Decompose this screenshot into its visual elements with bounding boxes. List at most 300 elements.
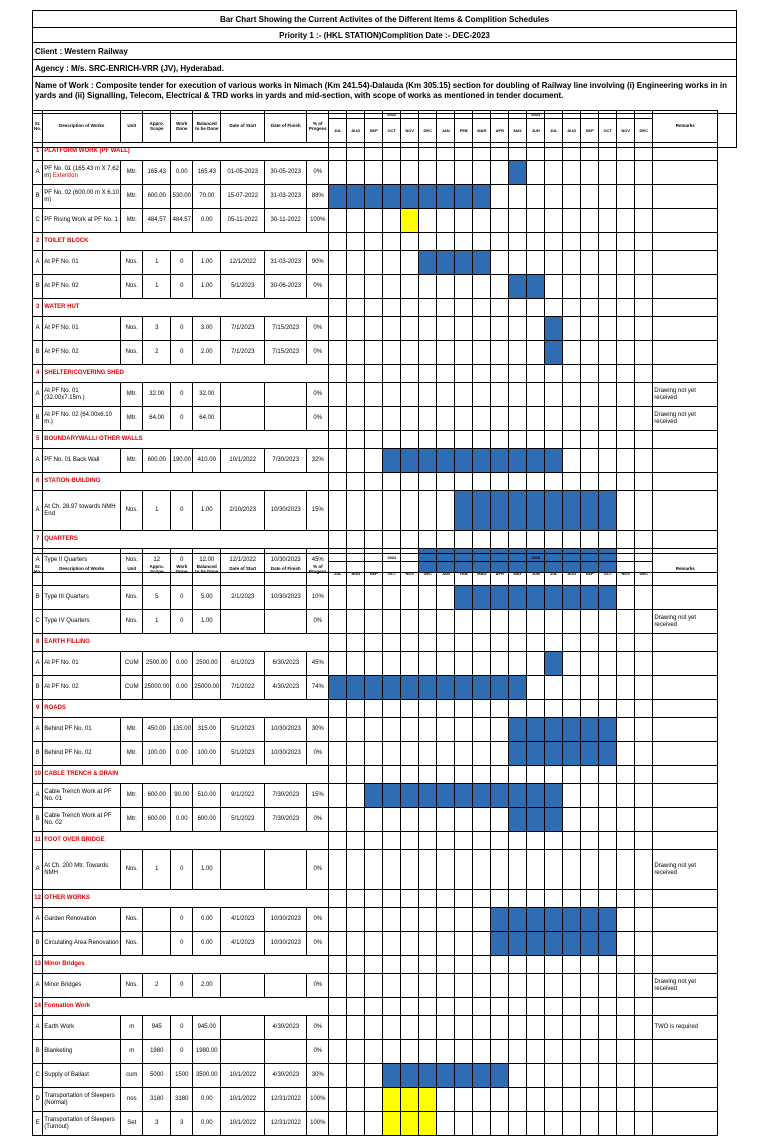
- month-cell: [365, 890, 383, 908]
- finish-cell: 31-03-2023: [265, 185, 307, 209]
- month-cell: [473, 531, 491, 549]
- month-cell: [581, 365, 599, 383]
- month-cell: [617, 365, 635, 383]
- gantt-bar-cell: [365, 185, 383, 209]
- desc-cell: Circulating Area Renovation: [43, 932, 121, 956]
- month-cell: [509, 1064, 527, 1088]
- month-cell: [563, 1064, 581, 1088]
- finish-cell: 7/15/2023: [265, 317, 307, 341]
- month-cell: [617, 1040, 635, 1064]
- gantt-bar-cell: [437, 251, 455, 275]
- desc-cell: At PF No. 02: [43, 341, 121, 365]
- month-cell: [329, 890, 347, 908]
- month-cell: [545, 890, 563, 908]
- month-label: OCT: [603, 128, 612, 133]
- start-cell: [221, 1016, 265, 1040]
- done-cell: 0: [171, 974, 193, 998]
- unit-cell: Nos.: [121, 908, 143, 932]
- month-cell: [599, 383, 617, 407]
- month-cell: [419, 634, 437, 652]
- month-cell: [383, 974, 401, 998]
- year-label: [329, 111, 346, 119]
- gantt-bar-cell: [473, 491, 491, 531]
- month-label: JUN: [531, 571, 540, 576]
- month-cell: [599, 365, 617, 383]
- month-cell: [563, 784, 581, 808]
- sr-cell: A: [33, 974, 43, 998]
- month-cell: [437, 1040, 455, 1064]
- month-cell: [563, 998, 581, 1016]
- gantt-bar-cell: [401, 1112, 419, 1136]
- month-cell: [455, 383, 473, 407]
- done-cell: 0: [171, 932, 193, 956]
- category-number: 7: [33, 531, 43, 549]
- month-header: [545, 554, 563, 586]
- finish-header: Date of Finish: [265, 111, 307, 143]
- gantt-bar-cell: [545, 784, 563, 808]
- month-cell: [563, 209, 581, 233]
- month-cell: [473, 718, 491, 742]
- month-cell: [491, 1040, 509, 1064]
- month-cell: [329, 850, 347, 890]
- month-cell: [527, 531, 545, 549]
- gantt-bar-cell: [545, 808, 563, 832]
- month-cell: [527, 209, 545, 233]
- sr-header: Sr. No.: [33, 111, 43, 143]
- desc-cell: Transportation of Sleepers (Normal): [43, 1088, 121, 1112]
- month-cell: [419, 143, 437, 161]
- remarks-cell: Drawing not yet received: [653, 383, 718, 407]
- month-cell: [581, 383, 599, 407]
- gantt-bar-cell: [509, 742, 527, 766]
- year-label: [599, 554, 616, 562]
- month-cell: [365, 1040, 383, 1064]
- gantt-bar-cell: [455, 491, 473, 531]
- done-cell: 0: [171, 275, 193, 299]
- gantt-bar-cell: [401, 1088, 419, 1112]
- month-cell: [365, 531, 383, 549]
- gantt-bar-cell: [383, 784, 401, 808]
- unit-cell: Set: [121, 1112, 143, 1136]
- month-cell: [581, 890, 599, 908]
- month-cell: [545, 407, 563, 431]
- gantt-bar-cell: [563, 586, 581, 610]
- month-cell: [545, 850, 563, 890]
- balance-cell: 165.43: [193, 161, 221, 185]
- scope-cell: 450.00: [143, 718, 171, 742]
- sr-cell: B: [33, 185, 43, 209]
- month-cell: [347, 700, 365, 718]
- month-cell: [527, 652, 545, 676]
- unit-cell: m: [121, 1016, 143, 1040]
- month-cell: [545, 766, 563, 784]
- month-cell: [527, 299, 545, 317]
- month-header: [509, 111, 527, 143]
- month-cell: [437, 407, 455, 431]
- month-cell: [527, 766, 545, 784]
- balance-cell: 0.00: [193, 209, 221, 233]
- month-cell: [437, 143, 455, 161]
- month-cell: [599, 341, 617, 365]
- unit-cell: Mtr.: [121, 808, 143, 832]
- month-cell: [581, 233, 599, 251]
- balance-cell: 1.00: [193, 251, 221, 275]
- month-cell: [635, 956, 653, 974]
- finish-cell: 10/30/2023: [265, 549, 307, 573]
- year-label: [473, 111, 490, 119]
- sr-cell: B: [33, 341, 43, 365]
- month-cell: [545, 365, 563, 383]
- month-cell: [635, 718, 653, 742]
- month-cell: [365, 1088, 383, 1112]
- month-cell: [383, 956, 401, 974]
- month-cell: [491, 1112, 509, 1136]
- category-label: WATER HUT: [43, 299, 329, 317]
- sr-cell: A: [33, 850, 43, 890]
- month-cell: [329, 531, 347, 549]
- month-cell: [635, 383, 653, 407]
- month-cell: [635, 998, 653, 1016]
- month-cell: [437, 383, 455, 407]
- unit-cell: Nos.: [121, 341, 143, 365]
- month-cell: [617, 908, 635, 932]
- progress-cell: 15%: [307, 784, 329, 808]
- gantt-bar-cell: [401, 449, 419, 473]
- month-cell: [527, 185, 545, 209]
- start-cell: 7/1/2023: [221, 341, 265, 365]
- month-header: [563, 554, 581, 586]
- month-cell: [527, 341, 545, 365]
- gantt-bar-cell: [581, 491, 599, 531]
- month-cell: [365, 610, 383, 634]
- month-cell: [581, 1016, 599, 1040]
- month-cell: [455, 473, 473, 491]
- month-cell: [455, 890, 473, 908]
- progress-cell: 74%: [307, 676, 329, 700]
- month-cell: [419, 700, 437, 718]
- month-cell: [365, 652, 383, 676]
- progress-cell: 0%: [307, 610, 329, 634]
- month-cell: [563, 449, 581, 473]
- month-cell: [401, 341, 419, 365]
- done-cell: 3: [171, 1112, 193, 1136]
- table-row: [33, 317, 718, 341]
- month-cell: [599, 185, 617, 209]
- finish-cell: 10/30/2023: [265, 491, 307, 531]
- month-cell: [401, 808, 419, 832]
- month-cell: [599, 832, 617, 850]
- gantt-bar-cell: [491, 676, 509, 700]
- month-cell: [545, 1088, 563, 1112]
- scope-cell: 1: [143, 251, 171, 275]
- month-cell: [401, 610, 419, 634]
- month-cell: [581, 275, 599, 299]
- month-cell: [329, 275, 347, 299]
- remarks-cell: [653, 449, 718, 473]
- month-cell: [491, 275, 509, 299]
- scope-cell: 12: [143, 549, 171, 573]
- month-cell: [635, 586, 653, 610]
- start-cell: [221, 407, 265, 431]
- category-number: 5: [33, 431, 43, 449]
- month-cell: [527, 956, 545, 974]
- month-label: AUG: [567, 571, 577, 576]
- month-cell: [545, 1112, 563, 1136]
- month-cell: [437, 974, 455, 998]
- gantt-bar-cell: [455, 185, 473, 209]
- month-cell: [509, 251, 527, 275]
- scope-cell: 2500.00: [143, 652, 171, 676]
- progress-cell: 0%: [307, 850, 329, 890]
- gantt-bar-cell: [545, 718, 563, 742]
- done-cell: 0: [171, 549, 193, 573]
- desc-cell: At Ch. 200 Mtr. Towards NMH: [43, 850, 121, 890]
- desc-cell: PF No. 01 (165.43 m X 7.62 m) Extention: [43, 161, 121, 185]
- month-label: MAY: [513, 128, 523, 133]
- balance-cell: 3500.00: [193, 1064, 221, 1088]
- remarks-cell: [653, 1112, 718, 1136]
- month-cell: [383, 317, 401, 341]
- month-cell: [455, 299, 473, 317]
- month-cell: [437, 1088, 455, 1112]
- progress-cell: 0%: [307, 1016, 329, 1040]
- month-cell: [599, 449, 617, 473]
- gantt-bar-cell: [383, 1112, 401, 1136]
- category-row: [33, 431, 718, 449]
- sr-cell: A: [33, 317, 43, 341]
- progress-cell: 0%: [307, 407, 329, 431]
- balance-cell: 1.00: [193, 275, 221, 299]
- month-cell: [347, 275, 365, 299]
- done-cell: 0.00: [171, 652, 193, 676]
- month-cell: [509, 365, 527, 383]
- month-cell: [473, 209, 491, 233]
- year-label: [347, 111, 364, 119]
- month-cell: [347, 718, 365, 742]
- scope-cell: 1: [143, 275, 171, 299]
- done-cell: 0: [171, 586, 193, 610]
- month-cell: [491, 700, 509, 718]
- month-cell: [437, 317, 455, 341]
- finish-cell: 7/30/2023: [265, 449, 307, 473]
- done-cell: 0: [171, 407, 193, 431]
- month-cell: [563, 185, 581, 209]
- remarks-cell: [653, 185, 718, 209]
- month-cell: [437, 808, 455, 832]
- gantt-bar-cell: [473, 676, 491, 700]
- month-cell: [509, 610, 527, 634]
- month-cell: [563, 1040, 581, 1064]
- unit-cell: Nos.: [121, 974, 143, 998]
- month-cell: [617, 766, 635, 784]
- finish-cell: 4/30/2023: [265, 676, 307, 700]
- month-cell: [347, 890, 365, 908]
- month-cell: [599, 1040, 617, 1064]
- month-label: AUG: [351, 571, 361, 576]
- month-cell: [563, 610, 581, 634]
- finish-cell: 12/31/2022: [265, 1088, 307, 1112]
- month-cell: [599, 299, 617, 317]
- month-cell: [599, 251, 617, 275]
- month-cell: [617, 299, 635, 317]
- gantt-bar-cell: [599, 908, 617, 932]
- done-cell: 0.00: [171, 742, 193, 766]
- gantt-bar-cell: [599, 586, 617, 610]
- month-cell: [545, 275, 563, 299]
- start-cell: 12/1/2022: [221, 251, 265, 275]
- month-cell: [401, 233, 419, 251]
- month-cell: [491, 161, 509, 185]
- remarks-cell: [653, 299, 718, 317]
- month-cell: [365, 1112, 383, 1136]
- month-cell: [419, 742, 437, 766]
- gantt-bar-cell: [545, 932, 563, 956]
- category-number: 9: [33, 700, 43, 718]
- category-label: TOILET BLOCK: [43, 233, 329, 251]
- month-cell: [581, 407, 599, 431]
- desc-cell: Type III Quarters: [43, 586, 121, 610]
- month-cell: [491, 341, 509, 365]
- gantt-bar-cell: [419, 676, 437, 700]
- finish-cell: 10/30/2023: [265, 718, 307, 742]
- done-cell: 0: [171, 491, 193, 531]
- month-cell: [509, 974, 527, 998]
- month-cell: [635, 473, 653, 491]
- start-cell: 4/1/2023: [221, 932, 265, 956]
- table-row: [33, 718, 718, 742]
- month-cell: [383, 365, 401, 383]
- year-label: 2023: [527, 111, 544, 119]
- year-label: [563, 554, 580, 562]
- year-label: [365, 554, 382, 562]
- start-cell: 15-07-2022: [221, 185, 265, 209]
- year-label: [599, 111, 616, 119]
- year-label: [455, 554, 472, 562]
- gantt-bar-cell: [527, 491, 545, 531]
- progress-header: % of Progess: [307, 111, 329, 143]
- done-cell: 135.00: [171, 718, 193, 742]
- balance-cell: 1.00: [193, 491, 221, 531]
- month-cell: [383, 832, 401, 850]
- gantt-bar-cell: [473, 784, 491, 808]
- category-label: SHELTER/COVERING SHED: [43, 365, 329, 383]
- month-cell: [401, 700, 419, 718]
- month-cell: [581, 832, 599, 850]
- month-cell: [617, 143, 635, 161]
- month-cell: [383, 299, 401, 317]
- month-cell: [419, 233, 437, 251]
- unit-cell: Mtr.: [121, 407, 143, 431]
- month-cell: [473, 383, 491, 407]
- gantt-bar-cell: [419, 449, 437, 473]
- progress-cell: 15%: [307, 491, 329, 531]
- month-cell: [617, 1088, 635, 1112]
- progress-cell: 45%: [307, 549, 329, 573]
- month-cell: [545, 185, 563, 209]
- month-cell: [455, 850, 473, 890]
- remarks-cell: [653, 742, 718, 766]
- finish-header: Date of Finish: [265, 554, 307, 586]
- month-cell: [635, 431, 653, 449]
- remarks-cell: [653, 209, 718, 233]
- month-cell: [473, 700, 491, 718]
- month-cell: [635, 407, 653, 431]
- month-cell: [383, 275, 401, 299]
- gantt-bar-cell: [473, 586, 491, 610]
- month-cell: [401, 1016, 419, 1040]
- month-cell: [347, 742, 365, 766]
- month-cell: [473, 850, 491, 890]
- gantt-bar-cell: [527, 586, 545, 610]
- sr-cell: A: [33, 549, 43, 573]
- gantt-bar-cell: [437, 784, 455, 808]
- month-cell: [473, 956, 491, 974]
- month-header: [365, 111, 383, 143]
- desc-cell: At PF No. 01: [43, 251, 121, 275]
- month-cell: [635, 491, 653, 531]
- balance-cell: 510.00: [193, 784, 221, 808]
- sr-cell: C: [33, 209, 43, 233]
- gantt-bar-cell: [509, 449, 527, 473]
- desc-cell: At PF No. 01: [43, 652, 121, 676]
- remarks-cell: [653, 652, 718, 676]
- progress-cell: 10%: [307, 586, 329, 610]
- unit-cell: Nos.: [121, 251, 143, 275]
- year-label: [419, 111, 436, 119]
- month-cell: [635, 161, 653, 185]
- month-cell: [383, 634, 401, 652]
- month-cell: [347, 1064, 365, 1088]
- month-cell: [581, 700, 599, 718]
- remarks-cell: [653, 586, 718, 610]
- month-cell: [491, 383, 509, 407]
- month-cell: [563, 890, 581, 908]
- month-cell: [509, 1088, 527, 1112]
- month-cell: [527, 365, 545, 383]
- balance-cell: 64.00: [193, 407, 221, 431]
- month-cell: [581, 766, 599, 784]
- category-label: EARTH FILLING: [43, 634, 329, 652]
- month-cell: [455, 766, 473, 784]
- month-cell: [329, 832, 347, 850]
- month-header: [599, 111, 617, 143]
- month-cell: [581, 998, 599, 1016]
- month-cell: [617, 1112, 635, 1136]
- balance-cell: 2.00: [193, 341, 221, 365]
- month-cell: [365, 341, 383, 365]
- month-cell: [635, 317, 653, 341]
- month-cell: [329, 233, 347, 251]
- remarks-cell: Drawing not yet received: [653, 974, 718, 998]
- month-cell: [599, 974, 617, 998]
- finish-cell: 10/30/2023: [265, 586, 307, 610]
- month-label: DEC: [423, 128, 432, 133]
- month-cell: [419, 586, 437, 610]
- balance-cell: 0.00: [193, 908, 221, 932]
- remarks-cell: [653, 718, 718, 742]
- month-cell: [401, 1040, 419, 1064]
- progress-cell: 0%: [307, 808, 329, 832]
- month-cell: [617, 676, 635, 700]
- scope-cell: 3180: [143, 1088, 171, 1112]
- month-cell: [383, 932, 401, 956]
- month-cell: [491, 185, 509, 209]
- month-cell: [437, 431, 455, 449]
- month-label: JAN: [441, 128, 450, 133]
- gantt-bar-cell: [545, 491, 563, 531]
- month-cell: [329, 700, 347, 718]
- done-cell: 3180: [171, 1088, 193, 1112]
